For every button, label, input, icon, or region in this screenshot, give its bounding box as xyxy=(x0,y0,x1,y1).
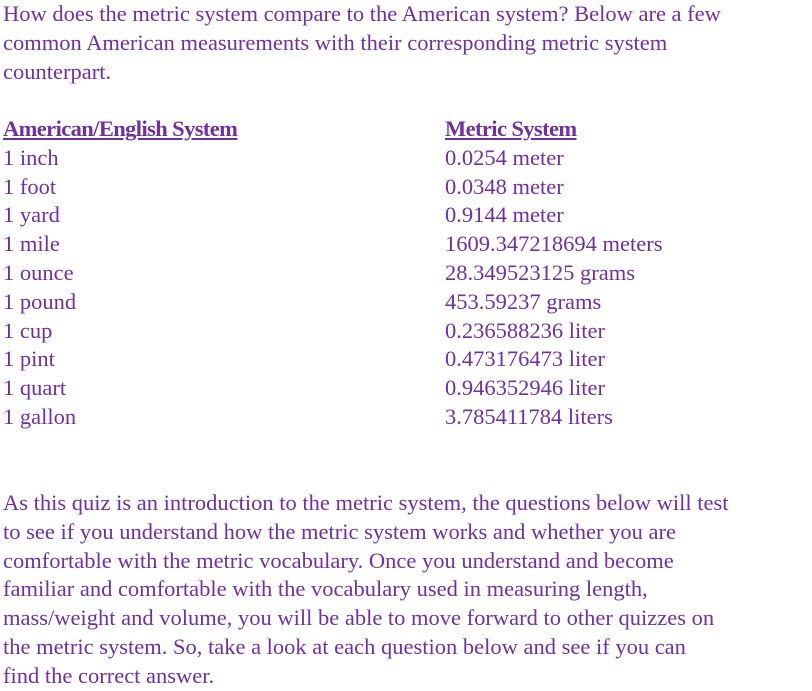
metric-equivalent: 0.946352946 liter xyxy=(445,375,605,401)
metric-equivalent: 453.59237 grams xyxy=(445,288,602,314)
table-row xyxy=(3,317,809,346)
american-unit: 1 cup xyxy=(3,317,53,343)
metric-equivalent: 0.0348 meter xyxy=(445,173,564,199)
outro-line: familiar and comfortable with the vocabulary used in measuring length, xyxy=(3,576,648,602)
table-row xyxy=(3,144,809,173)
american-unit: 1 yard xyxy=(3,202,60,228)
table-header-row xyxy=(3,115,809,144)
intro-line: How does the metric system compare to the American system? Below are a few xyxy=(3,1,721,26)
table-row xyxy=(3,201,809,230)
intro-line: counterpart. xyxy=(3,58,112,84)
intro-line: common American measurements with their corresponding metric system xyxy=(3,29,668,55)
american-unit: 1 ounce xyxy=(3,259,74,285)
american-unit: 1 gallon xyxy=(3,403,77,429)
metric-equivalent: 3.785411784 liters xyxy=(445,403,613,429)
table-row xyxy=(3,173,809,202)
intro-paragraph xyxy=(3,0,811,86)
american-unit: 1 inch xyxy=(3,144,59,170)
outro-paragraph xyxy=(3,489,811,691)
outro-line: to see if you understand how the metric system works and whether you are xyxy=(3,518,676,544)
metric-equivalent: 28.349523125 grams xyxy=(445,259,635,285)
metric-equivalent: 0.473176473 liter xyxy=(445,346,605,372)
outro-line: find the correct answer. xyxy=(3,662,215,688)
metric-equivalent: 0.236588236 liter xyxy=(445,317,605,343)
header-metric-system: Metric System xyxy=(445,116,577,141)
table-row xyxy=(3,230,809,259)
outro-line: As this quiz is an introduction to the metric system, the questions below will test xyxy=(3,490,729,515)
outro-line: mass/weight and volume, you will be able to move forward to other quizzes on xyxy=(3,605,715,631)
header-american-system: American/English System xyxy=(3,116,238,141)
outro-line: the metric system. So, take a look at each question below and see if you can xyxy=(3,633,686,659)
conversion-table xyxy=(3,115,809,432)
metric-equivalent: 0.9144 meter xyxy=(445,202,564,228)
metric-equivalent: 1609.347218694 meters xyxy=(445,231,663,257)
american-unit: 1 pound xyxy=(3,288,77,314)
table-row xyxy=(3,288,809,317)
american-unit: 1 foot xyxy=(3,173,57,199)
table-row xyxy=(3,403,809,432)
table-row xyxy=(3,345,809,374)
outro-line: comfortable with the metric vocabulary. Once you understand and become xyxy=(3,547,674,573)
table-row xyxy=(3,259,809,288)
american-unit: 1 pint xyxy=(3,346,55,372)
metric-equivalent: 0.0254 meter xyxy=(445,144,564,170)
american-unit: 1 mile xyxy=(3,231,60,257)
american-unit: 1 quart xyxy=(3,375,67,401)
table-row xyxy=(3,374,809,403)
